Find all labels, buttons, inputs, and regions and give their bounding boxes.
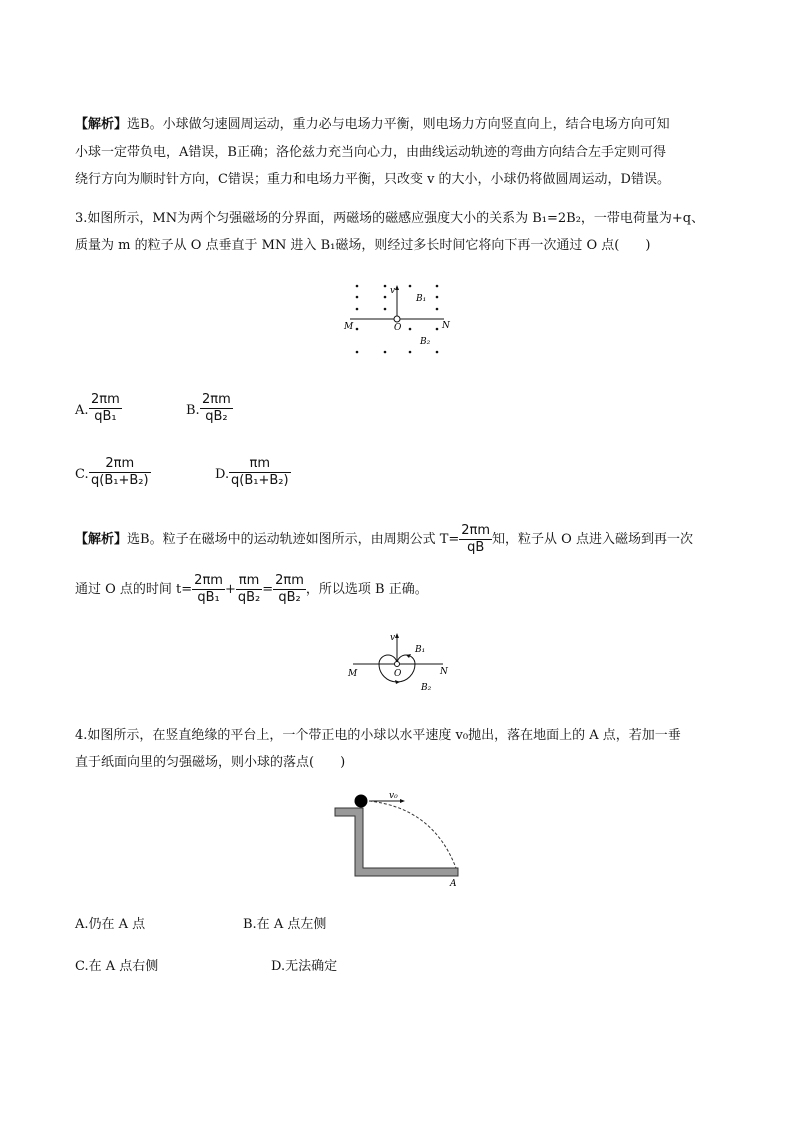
period-den: qB bbox=[467, 540, 485, 555]
label-b1: B₁ bbox=[415, 645, 426, 655]
time-fraction-3-den: qB₂ bbox=[278, 590, 301, 605]
option-b-fraction bbox=[200, 392, 233, 425]
label-b1: B₁ bbox=[416, 294, 427, 304]
time-fraction-3 bbox=[273, 573, 306, 606]
time-fraction-1-num: 2πm bbox=[194, 573, 223, 588]
origin-point bbox=[395, 662, 400, 667]
period-fraction bbox=[459, 523, 492, 556]
analysis-3-text-1: 选B。粒子在磁场中的运动轨迹如图所示，由周期公式 T= bbox=[127, 532, 460, 547]
option-a-label: A. bbox=[75, 403, 89, 418]
time-fraction-1 bbox=[192, 573, 225, 606]
option-b-den: qB₂ bbox=[205, 409, 228, 424]
label-n: N bbox=[440, 667, 448, 677]
time-fraction-2 bbox=[236, 573, 262, 606]
trajectory-figure bbox=[343, 630, 458, 700]
label-v0: v₀ bbox=[389, 791, 398, 801]
option-d-label: D. bbox=[215, 467, 230, 482]
velocity-arrow-head bbox=[395, 285, 399, 290]
analysis-3-line-1 bbox=[75, 522, 693, 558]
analysis-tag: 【解析】 bbox=[75, 117, 128, 132]
label-n: N bbox=[442, 321, 450, 331]
option-a-num: 2πm bbox=[91, 392, 120, 407]
option-a-den: qB₁ bbox=[94, 409, 117, 424]
label-o: O bbox=[394, 669, 402, 679]
velocity-arrow-head bbox=[395, 633, 399, 638]
label-b2: B₂ bbox=[421, 683, 432, 693]
option-d-fraction bbox=[229, 456, 291, 489]
arc-arrow-lower bbox=[395, 680, 400, 684]
analysis-1-line-2: 小球一定带负电，A错误，B正确；洛伦兹力充当向心力，由曲线运动轨迹的弯曲方向结合左手定则可得 bbox=[75, 145, 666, 160]
upper-arc-right bbox=[397, 655, 415, 664]
question-3-line-1: 3.如图所示，MN为两个匀强磁场的分界面，两磁场的磁感应强度大小的关系为 B₁=2B₂，一带电荷量为+q、 bbox=[75, 211, 705, 226]
label-a: A bbox=[450, 879, 457, 889]
equals-sign: = bbox=[262, 582, 274, 597]
q4-option-b: B.在 A 点左侧 bbox=[243, 917, 327, 932]
origin-point bbox=[394, 316, 400, 322]
platform-shape bbox=[335, 808, 458, 876]
question-3-line-2: 质量为 m 的粒子从 O 点垂直于 MN 进入 B₁磁场，则经过多长时间它将向下再一次通过 O 点( ) bbox=[75, 238, 651, 253]
label-o: O bbox=[394, 323, 402, 333]
analysis-1-text-1: 选B。小球做匀速圆周运动，重力必与电场力平衡，则电场力方向竖直向上，结合电场方向可知 bbox=[127, 117, 670, 132]
velocity-arrow-head bbox=[400, 799, 405, 803]
question-4-line-2: 直于纸面向里的匀强磁场，则小球的落点( ) bbox=[75, 755, 346, 770]
option-d-den: q(B₁+B₂) bbox=[231, 473, 289, 488]
time-fraction-2-den: qB₂ bbox=[237, 590, 261, 605]
option-d-num: πm bbox=[229, 456, 291, 473]
analysis-3-text-2: 知，粒子从 O 点进入磁场到再一次 bbox=[492, 532, 693, 547]
plus-sign: + bbox=[224, 582, 236, 597]
analysis-1-line-3: 绕行方向为顺时针方向，C错误；重力和电场力平衡，只改变 v 的大小，小球仍将做圆周运动，D错误。 bbox=[75, 172, 670, 187]
option-c-den: q(B₁+B₂) bbox=[91, 473, 149, 488]
time-fraction-1-den: qB₁ bbox=[197, 590, 220, 605]
option-c-num: 2πm bbox=[89, 456, 151, 473]
label-b2: B₂ bbox=[420, 337, 431, 347]
analysis-3-line-2 bbox=[75, 572, 428, 608]
q4-option-a: A.仍在 A 点 bbox=[75, 917, 146, 932]
analysis-3-text-3: 通过 O 点的时间 t= bbox=[75, 582, 193, 597]
platform-figure bbox=[333, 790, 463, 890]
label-v: v bbox=[390, 286, 396, 296]
label-m: M bbox=[344, 322, 354, 332]
trajectory-dashed bbox=[369, 801, 456, 868]
option-a-fraction bbox=[89, 392, 122, 425]
upper-arc-left bbox=[379, 655, 397, 664]
time-fraction-3-num: 2πm bbox=[275, 573, 304, 588]
option-c-fraction bbox=[89, 456, 151, 489]
question-4-line-1: 4.如图所示，在竖直绝缘的平台上，一个带正电的小球以水平速度 v₀抛出，落在地面上的 A 点，若加一垂 bbox=[75, 728, 681, 743]
charged-ball bbox=[355, 795, 368, 808]
q4-option-d: D.无法确定 bbox=[271, 959, 338, 974]
option-b-num: 2πm bbox=[202, 392, 231, 407]
time-fraction-2-num: πm bbox=[236, 573, 262, 590]
option-c-label: C. bbox=[75, 467, 89, 482]
q4-option-c: C.在 A 点右侧 bbox=[75, 959, 159, 974]
analysis-1-line-1 bbox=[75, 116, 670, 134]
magnetic-field-figure bbox=[340, 280, 465, 360]
option-b-label: B. bbox=[186, 403, 200, 418]
analysis-3-tag: 【解析】 bbox=[75, 532, 128, 547]
period-num: 2πm bbox=[461, 523, 491, 538]
label-m: M bbox=[348, 669, 358, 679]
label-v: v bbox=[390, 633, 396, 643]
analysis-3-text-4: ，所以选项 B 正确。 bbox=[305, 582, 428, 597]
